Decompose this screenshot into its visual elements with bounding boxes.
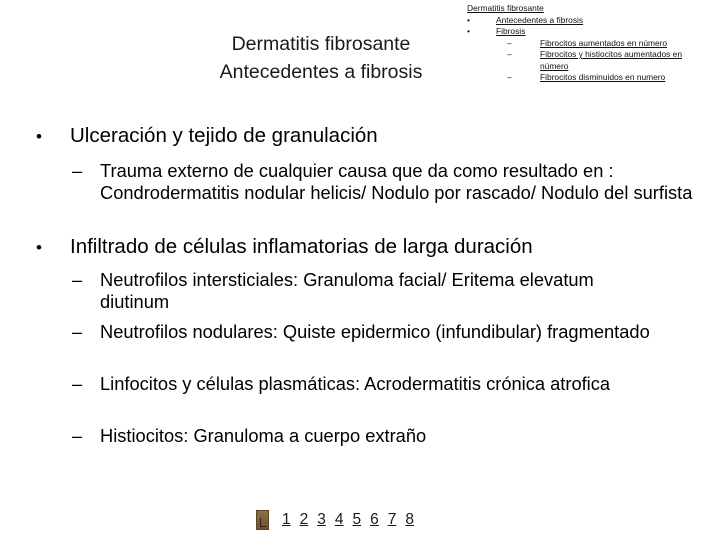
bullet-dot: •: [36, 127, 42, 146]
bullet-text: Ulceración y tejido de granulación: [70, 124, 378, 147]
nav-bullet: •: [467, 14, 470, 25]
nav-bullet: •: [467, 26, 470, 36]
dash-mark: –: [72, 160, 83, 181]
page-link-5[interactable]: 5: [352, 511, 362, 528]
title-line-2: Antecedentes a fibrosis: [219, 61, 423, 83]
page-link-2[interactable]: 2: [299, 511, 309, 528]
nav-dash: –: [507, 49, 512, 59]
sub-bullet-text: Neutrofilos nodulares: Quiste epidermico (infundibular) fragmentado: [100, 321, 650, 342]
sub-bullet-neutrofilos-intersticiales: [72, 269, 640, 312]
dash-mark: –: [72, 373, 83, 394]
bullet-text: Infiltrado de células inflamatorias de larga duración: [70, 235, 533, 258]
sub-bullet-text: Trauma externo de cualquier causa que da como resultado en : Condrodermatitis nodular helicis/ Nodulo por rascado/ Nodulo del surfista: [100, 160, 693, 203]
dash-mark: –: [72, 425, 83, 446]
nav-link-fibrosis[interactable]: Fibrosis: [496, 26, 526, 36]
nav-link-dermatitis-fibrosante[interactable]: Dermatitis fibrosante: [467, 3, 544, 13]
page-link-7[interactable]: 7: [387, 511, 397, 528]
sub-bullet-text: Linfocitos y células plasmáticas: Acrodermatitis crónica atrofica: [100, 373, 611, 394]
nav-dash: –: [507, 37, 512, 48]
home-icon[interactable]: [256, 510, 269, 530]
nav-link-fibrocitos-histiocitos[interactable]: Fibrocitos y histiocitos aumentados en número: [540, 49, 682, 71]
nav-link-fibrocitos-disminuidos[interactable]: Fibrocitos disminuidos en numero: [540, 72, 666, 82]
sub-bullet-text: Histiocitos: Granuloma a cuerpo extraño: [100, 425, 427, 446]
outline-nav: [467, 3, 717, 84]
bullet-infiltrado: [36, 235, 533, 260]
sub-bullet-histiocitos: [72, 425, 700, 447]
dash-mark: –: [72, 321, 83, 342]
sub-bullet-linfocitos: [72, 373, 660, 395]
nav-dash: –: [507, 72, 512, 82]
page-link-6[interactable]: 6: [370, 511, 379, 528]
nav-link-antecedentes[interactable]: Antecedentes a fibrosis: [496, 14, 584, 25]
sub-bullet-trauma: [72, 160, 700, 203]
bullet-ulceracion: [36, 124, 378, 149]
page-link-4[interactable]: 4: [334, 511, 344, 528]
page-navigation: [256, 509, 423, 531]
title-line-1: Dermatitis fibrosante: [231, 33, 411, 55]
bullet-dot: •: [36, 238, 42, 257]
slide-title: [196, 30, 446, 86]
sub-bullet-text: Neutrofilos intersticiales: Granuloma facial/ Eritema elevatum diutinum: [100, 269, 594, 312]
sub-bullet-neutrofilos-nodulares: [72, 321, 660, 343]
dash-mark: –: [72, 269, 83, 290]
page-link-8[interactable]: 8: [405, 511, 414, 528]
page-link-1[interactable]: 1: [282, 511, 291, 528]
nav-link-fibrocitos-aumentados[interactable]: Fibrocitos aumentados en número: [540, 37, 668, 48]
page-link-3[interactable]: 3: [317, 511, 326, 528]
